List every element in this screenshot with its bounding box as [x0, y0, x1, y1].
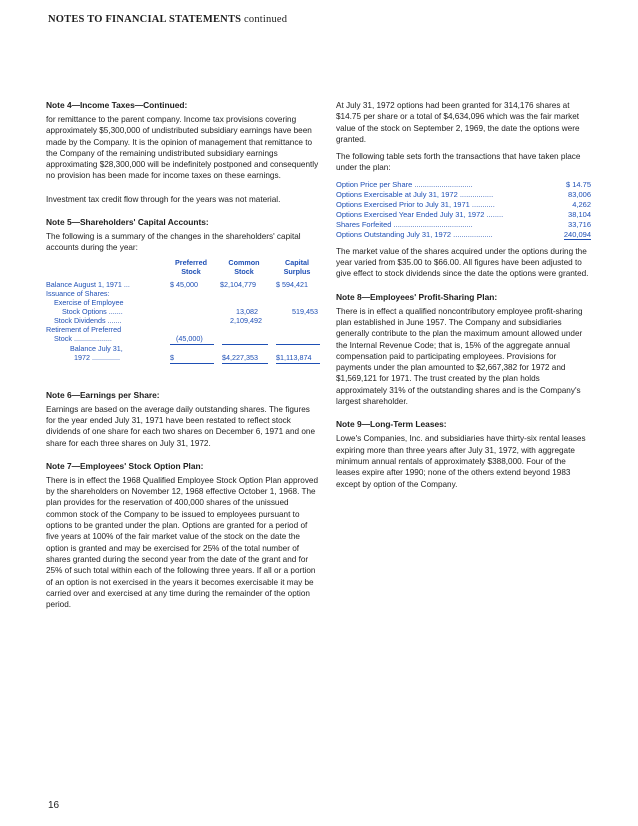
row-balance-1971-label: Balance August 1, 1971 ...	[46, 279, 130, 289]
double-underline-preferred	[170, 363, 214, 364]
option-row-label: Option Price per Share ............................	[336, 179, 473, 189]
row-balance-1971-common: $2,104,779	[220, 279, 256, 289]
option-row-value: 83,006	[568, 189, 591, 199]
option-row-label: Options Exercisable at July 31, 1972 ................	[336, 189, 494, 199]
option-row-value: 240,094	[563, 229, 591, 239]
note9-heading: Note 9—Long-Term Leases:	[336, 419, 447, 430]
row-exercise-common: 13,082	[236, 306, 258, 316]
row-balance-1971-surplus: $ 594,421	[276, 279, 308, 289]
option-row	[336, 230, 591, 240]
note5-intro: The following is a summary of the changes in the shareholders' capital accounts during the year:	[46, 232, 301, 253]
row-retirement-preferred: (45,000)	[176, 333, 203, 343]
capital-accounts-table	[46, 258, 321, 374]
option-row	[336, 190, 591, 200]
option-row-label: Shares Forfeited ......................................	[336, 219, 473, 229]
row-balance-1971-preferred: $ 45,000	[170, 279, 198, 289]
row-dividends-label: Stock Dividends .......	[54, 315, 122, 325]
double-underline-common	[222, 363, 268, 364]
underline-common	[222, 344, 268, 345]
row-dividends-common: 2,109,492	[230, 315, 262, 325]
col-header-surplus: Capital Surplus	[283, 257, 311, 276]
underline-preferred	[170, 344, 214, 345]
option-row-label: Options Outstanding July 31, 1972 ...................	[336, 229, 493, 239]
note7-paragraph-4: The market value of the shares acquired under the options during the year varied from $35.00 to $66.00. All figures have been adjusted to give effect to stock dividends since the date the options were granted.	[336, 246, 589, 279]
note7-heading: Note 7—Employees' Stock Option Plan:	[46, 460, 204, 471]
note7-paragraph-1: There is in effect the 1968 Qualified Employee Stock Option Plan approved by the shareholders on November 12, 1968 effective October 1, 1968. The plan provides for the reservation of 400,000 shares of the unissued common stock of the Company to be issued to employees pursuant to options to be granted under the plan. Options are granted for a period of five years at 100% of the fair market value of the stock on the date the option is granted and may be exercised for 25% of the total number of shares granted during the second year from the date of the grant and for 25% of such total within each of the following three years. If all or a portion of an option is not exercised in the years it becomes exercisable it may be carried over and exercised at any time during the remainder of the option period.	[46, 475, 319, 610]
row-balance-1972-preferred: $	[170, 352, 174, 362]
note8-paragraph-1: There is in effect a qualified noncontributory employee profit-sharing plan established in June 1957. The Company and subsidiaries generally contribute to the plan the maximum amount allowed under the Internal Revenue Code; that is, 15% of the aggregate annual compensation paid to participating employees. Provisions for payments under the plan amounted to $2,667,382 for 1972 and $1,569,121 for 1971. The trust created by the plan holds approximately 31% of the outstanding shares and is the Company's largest shareholder.	[336, 306, 583, 407]
note6-heading: Note 6—Earnings per Share:	[46, 389, 160, 400]
option-row-label: Options Exercised Year Ended July 31, 1972 ........	[336, 209, 504, 219]
row-issuance-label: Issuance of Shares:	[46, 288, 110, 298]
option-row-value: $ 14.75	[565, 179, 591, 189]
right-column	[336, 100, 591, 502]
row-exercise-label-1: Exercise of Employee	[54, 297, 124, 307]
note4-heading: Note 4—Income Taxes—Continued:	[46, 100, 188, 110]
note4-paragraph-2: Investment tax credit flow through for the years was not material.	[46, 194, 281, 204]
col-header-common: Common Stock	[228, 257, 260, 276]
row-retirement-label-1: Retirement of Preferred	[46, 324, 122, 334]
option-row-value: 33,716	[568, 219, 591, 229]
note4-paragraph-1: for remittance to the parent company. Income tax provisions covering approximately $5,300,000 of undistributed subsidiary earnings have been made by the Company. It is the opinion of management that remittance to the Company of the remaining undistributed subsidiary earnings approximating $28,300,000 will be indefinitely postponed and consequently no provision has been made for income taxes on these earnings.	[46, 115, 319, 181]
row-balance-1972-label-2: 1972 ..............	[74, 352, 120, 362]
option-row-value: 4,262	[572, 199, 591, 209]
row-balance-1972-surplus: $1,113,874	[276, 352, 312, 362]
underline-surplus	[276, 344, 320, 345]
col-header-preferred: Preferred Stock	[175, 257, 207, 276]
option-row-label: Options Exercised Prior to July 31, 1971 ...........	[336, 199, 495, 209]
header-title: NOTES TO FINANCIAL STATEMENTS	[48, 14, 242, 25]
row-balance-1972-label-1: Balance July 31,	[70, 343, 123, 353]
page-header	[48, 14, 287, 25]
option-row	[336, 220, 591, 230]
page-number: 16	[48, 800, 60, 811]
note5-heading: Note 5—Shareholders' Capital Accounts:	[46, 217, 209, 228]
row-exercise-label-2: Stock Options .......	[62, 306, 123, 316]
note9-paragraph-1: Lowe's Companies, Inc. and subsidiaries have thirty-six rental leases expiring more than three years after July 31, 1972, with aggregate minimum annual rentals of approximately $388,000. Four of the leases expire after 1990; none of the others extend beyond 1983 except by option of the Company.	[336, 434, 586, 489]
option-row	[336, 200, 591, 210]
note7-paragraph-3: The following table sets forth the transactions that have taken place under the plan:	[336, 152, 581, 173]
option-row	[336, 210, 591, 220]
row-exercise-surplus: 519,453	[292, 306, 318, 316]
header-suffix: continued	[244, 14, 288, 25]
row-balance-1972-common: $4,227,353	[222, 352, 258, 362]
double-underline-surplus	[276, 363, 320, 364]
row-retirement-label-2: Stock ...................	[54, 333, 112, 343]
option-row	[336, 180, 591, 190]
option-row-value: 38,104	[568, 209, 591, 219]
option-transactions-table	[336, 180, 591, 240]
note8-heading: Note 8—Employees' Profit-Sharing Plan:	[336, 291, 498, 302]
note6-paragraph-1: Earnings are based on the average daily outstanding shares. The figures for the year ended July 31, 1971 have been restated to reflect stock dividends of one share for each two shares on December 6, 1971 and one share for each three shares on July 31, 1972.	[46, 404, 315, 448]
note7-paragraph-2: At July 31, 1972 options had been granted for 314,176 shares at $14.75 per share or a total of $4,634,096 which was the fair market value of the stock on September 2, 1969, the date the options were granted.	[336, 101, 580, 144]
left-column	[46, 100, 321, 622]
